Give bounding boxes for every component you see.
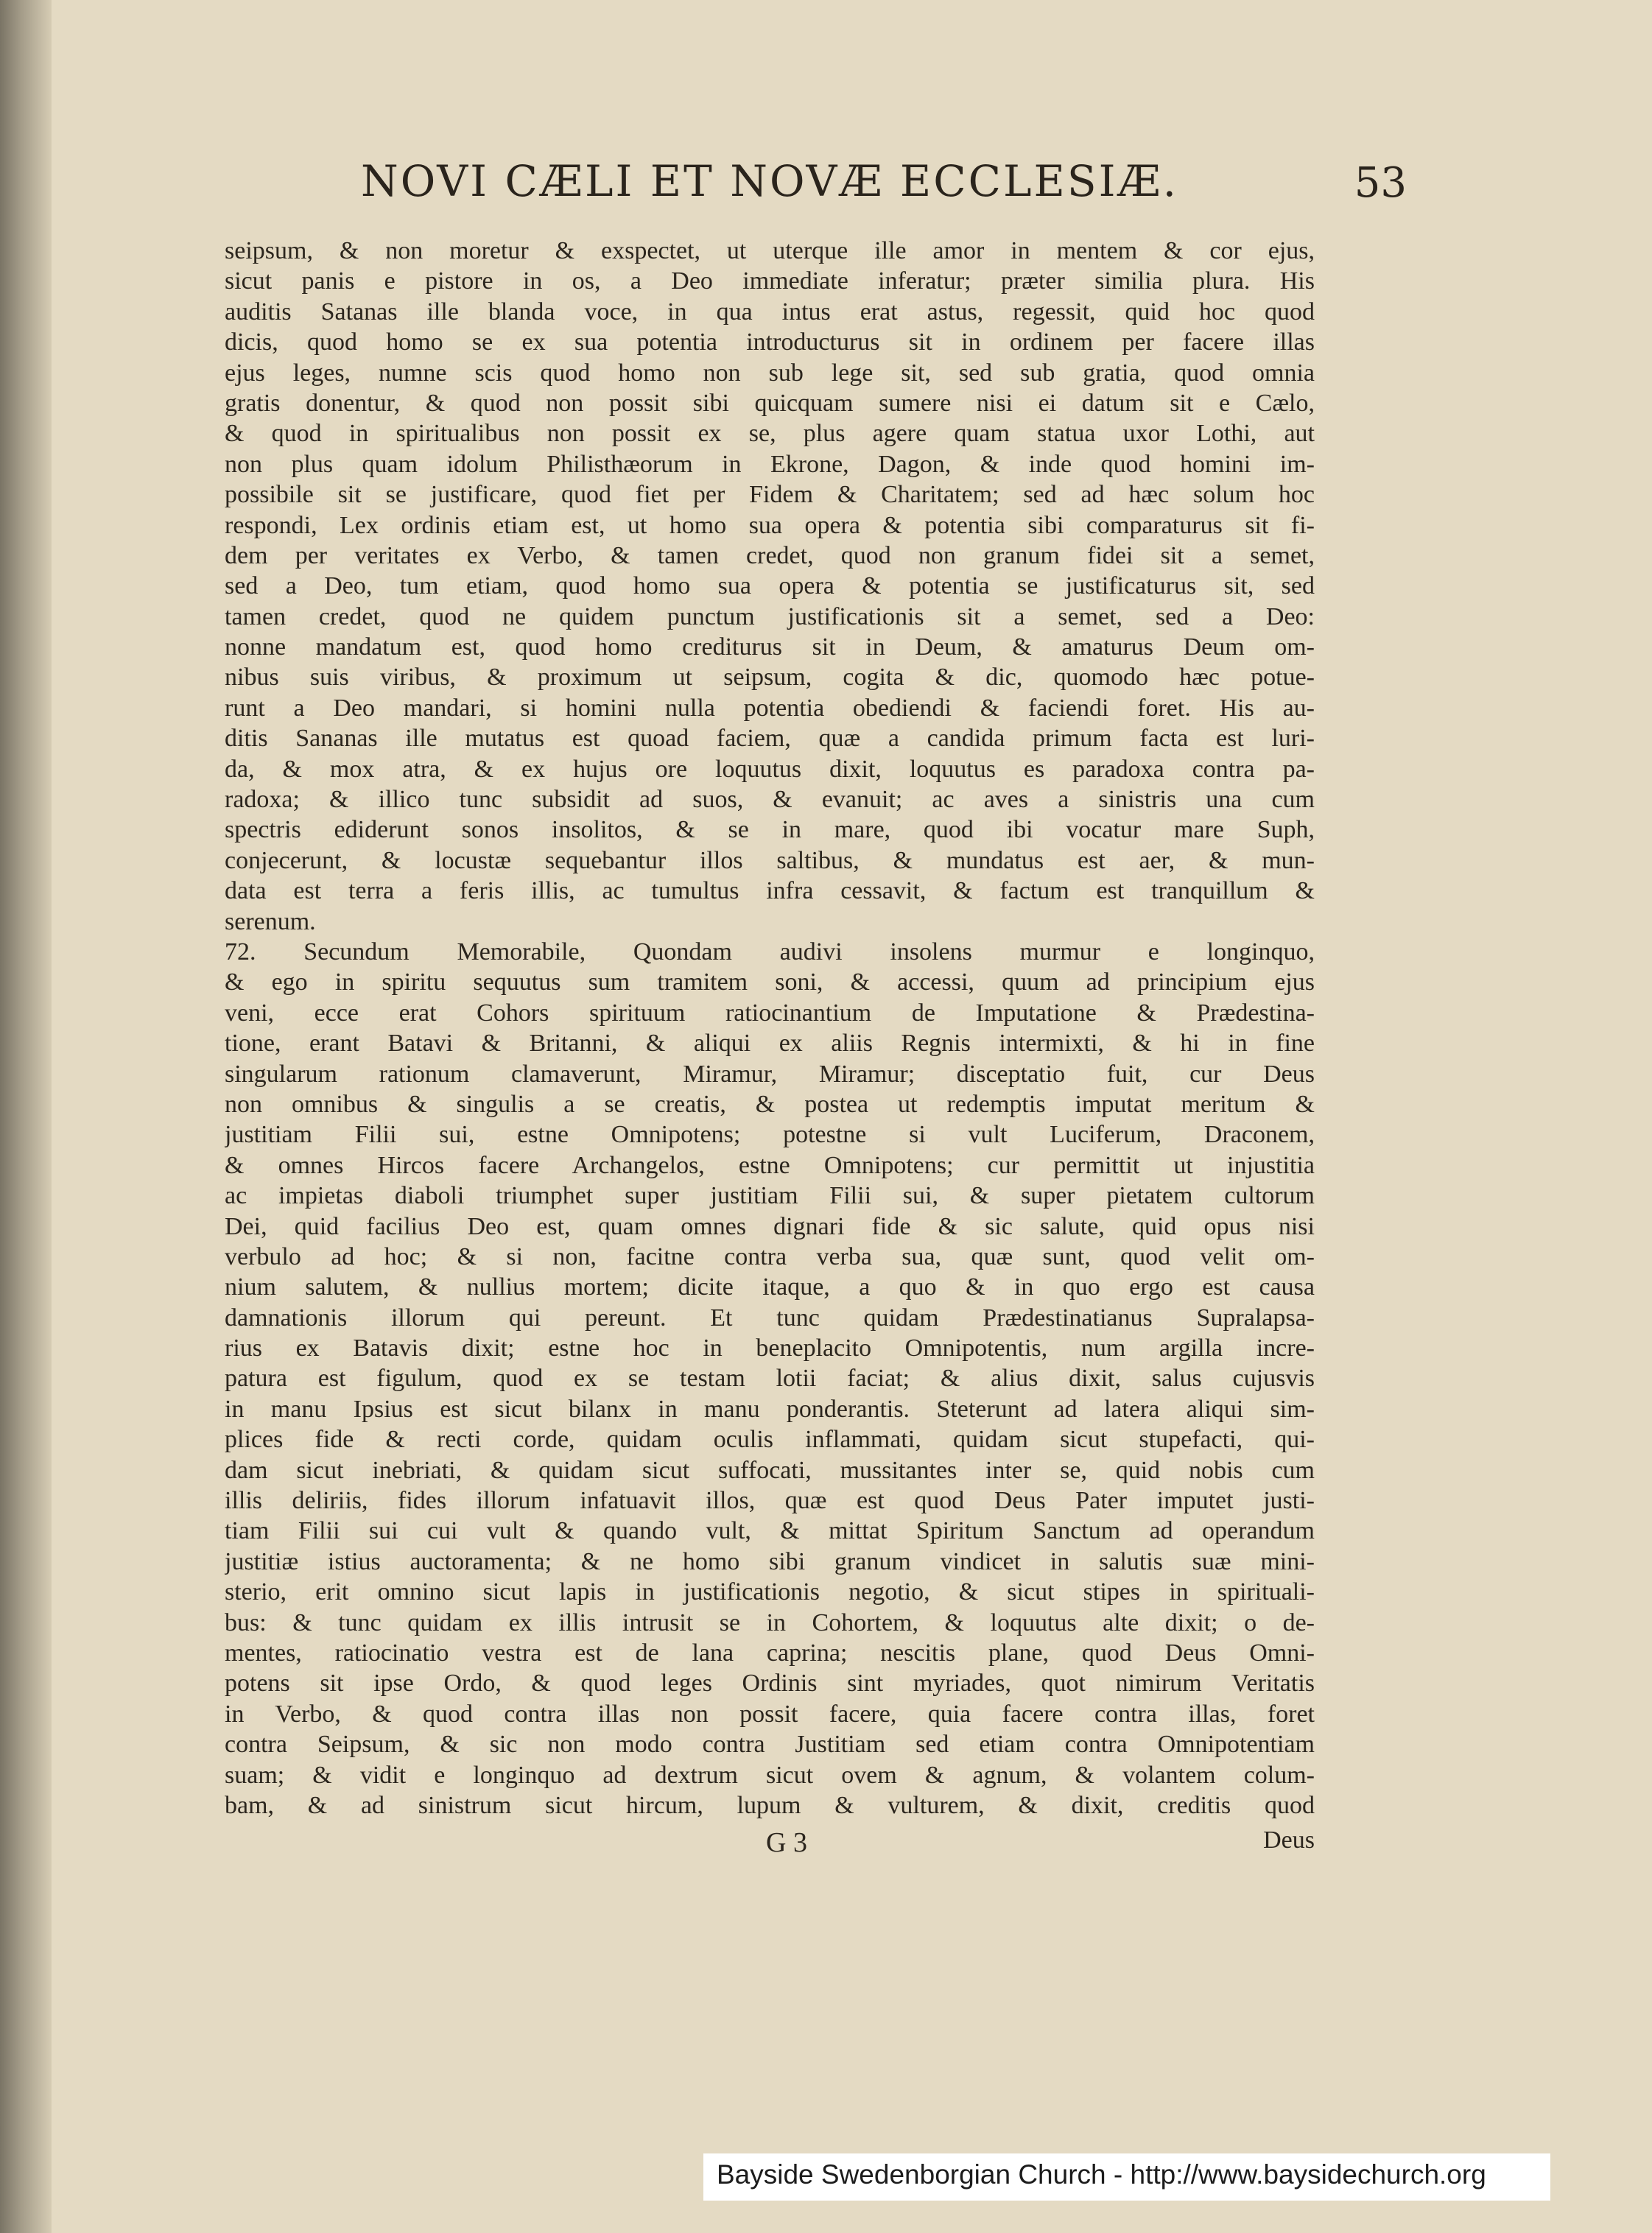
text-line: bam, & ad sinistrum sicut hircum, lupum & vulturem, & dixit, creditis quod [225, 1791, 1315, 1819]
text-line: sterio, erit omnino sicut lapis in justificationis negotio, & sicut stipes in spirituali- [225, 1578, 1315, 1606]
text-line: dem per veritates ex Verbo, & tamen credet, quod non granum fidei sit a semet, [225, 541, 1315, 569]
body-text [225, 236, 1315, 1826]
text-line: gratis donentur, & quod non possit sibi quicquam sumere nisi ei datum sit e Cælo, [225, 389, 1315, 417]
watermark-text: Bayside Swedenborgian Church - http://www.baysidechurch.org [717, 2159, 1486, 2190]
text-line: radoxa; & illico tunc subsidit ad suos, & evanuit; ac aves a sinistris una cum [225, 786, 1315, 814]
text-line: in Verbo, & quod contra illas non possit facere, quia facere contra illas, foret [225, 1700, 1315, 1728]
text-line: justitiæ istius auctoramenta; & ne homo sibi granum vindicet in salutis suæ mini- [225, 1547, 1315, 1575]
text-line: illis deliriis, fides illorum infatuavit illos, quæ est quod Deus Pater imputet justi- [225, 1487, 1315, 1515]
text-line: verbulo ad hoc; & si non, facitne contra verba sua, quæ sunt, quod velit om- [225, 1242, 1315, 1270]
text-line: mentes, ratiocinatio vestra est de lana caprina; nescitis plane, quod Deus Omni- [225, 1639, 1315, 1667]
text-line: tiam Filii sui cui vult & quando vult, & mittat Spiritum Sanctum ad operandum [225, 1517, 1315, 1545]
text-line: dam sicut inebriati, & quidam sicut suffocati, mussitantes inter se, quid nobis cum [225, 1456, 1315, 1484]
running-head: NOVI CÆLI ET NOVÆ ECCLESIÆ. [361, 156, 1179, 206]
text-line: Dei, quid facilius Deo est, quam omnes dignari fide & sic salute, quid opus nisi [225, 1212, 1315, 1240]
text-line: dicis, quod homo se ex sua potentia introducturus sit in ordinem per facere illas [225, 328, 1315, 356]
text-line: nibus suis viribus, & proximum ut seipsum, cogita & dic, quomodo hæc potue- [225, 664, 1315, 692]
text-line: seipsum, & non moretur & exspectet, ut uterque ille amor in mentem & cor ejus, [225, 237, 1315, 264]
text-line: patura est figulum, quod ex se testam lotii faciat; & alius dixit, salus cujusvis [225, 1365, 1315, 1393]
text-line: suam; & vidit e longinquo ad dextrum sicut ovem & agnum, & volantem colum- [225, 1761, 1315, 1789]
text-line: damnationis illorum qui pereunt. Et tunc quidam Prædestinatianus Supralapsa- [225, 1304, 1315, 1332]
text-line: ditis Sananas ille mutatus est quoad faciem, quæ a candida primum facta est luri- [225, 725, 1315, 753]
catchword: Deus [1263, 1826, 1315, 1854]
text-line: tione, erant Batavi & Britanni, & aliqui ex aliis Regnis intermixti, & hi in fine [225, 1030, 1315, 1058]
text-line: potens sit ipse Ordo, & quod leges Ordinis sint myriades, quot nimirum Veritatis [225, 1670, 1315, 1698]
signature-mark: G 3 [766, 1827, 807, 1858]
text-line: spectris ediderunt sonos insolitos, & se in mare, quod ibi vocatur mare Suph, [225, 816, 1315, 844]
text-line: plices fide & recti corde, quidam oculis inflammati, quidam sicut stupefacti, qui- [225, 1426, 1315, 1454]
text-line: sed a Deo, tum etiam, quod homo sua opera & potentia se justificaturus sit, sed [225, 572, 1315, 600]
page-header [346, 156, 1407, 215]
text-line: in manu Ipsius est sicut bilanx in manu ponderantis. Steterunt ad latera aliqui sim- [225, 1395, 1315, 1423]
page-number: 53 [1354, 159, 1407, 207]
text-line: non omnibus & singulis a se creatis, & postea ut redemptis imputat meritum & [225, 1090, 1315, 1118]
text-line: contra Seipsum, & sic non modo contra Justitiam sed etiam contra Omnipotentiam [225, 1731, 1315, 1759]
watermark-bar [703, 2153, 1550, 2201]
page-footer [225, 1826, 1315, 1871]
text-line: & omnes Hircos facere Archangelos, estne Omnipotens; cur permittit ut injustitia [225, 1151, 1315, 1179]
text-line: auditis Satanas ille blanda voce, in qua intus erat astus, regessit, quid hoc quod [225, 298, 1315, 326]
text-line: ejus leges, numne scis quod homo non sub lege sit, sed sub gratia, quod omnia [225, 359, 1315, 387]
text-line: non plus quam idolum Philisthæorum in Ekrone, Dagon, & inde quod homini im- [225, 450, 1315, 478]
page-gutter-shadow [0, 0, 52, 2233]
text-line: conjecerunt, & locustæ sequebantur illos saltibus, & mundatus est aer, & mun- [225, 846, 1315, 874]
text-line: justitiam Filii sui, estne Omnipotens; potestne si vult Luciferum, Draconem, [225, 1121, 1315, 1149]
text-line: & quod in spiritualibus non possit ex se, plus agere quam statua uxor Lothi, aut [225, 420, 1315, 448]
text-line: nium salutem, & nullius mortem; dicite itaque, a quo & in quo ergo est causa [225, 1273, 1315, 1301]
text-line: rius ex Batavis dixit; estne hoc in beneplacito Omnipotentis, num argilla incre- [225, 1334, 1315, 1362]
text-line: ac impietas diaboli triumphet super justitiam Filii sui, & super pietatem cultorum [225, 1182, 1315, 1210]
text-line: respondi, Lex ordinis etiam est, ut homo sua opera & potentia sibi comparaturus sit fi- [225, 511, 1315, 539]
text-line: veni, ecce erat Cohors spirituum ratiocinantium de Imputatione & Prædestina- [225, 999, 1315, 1027]
text-line: & ego in spiritu sequutus sum tramitem soni, & accessi, quum ad principium ejus [225, 968, 1315, 996]
text-line: possibile sit se justificare, quod fiet per Fidem & Charitatem; sed ad hæc solum hoc [225, 481, 1315, 509]
text-line: data est terra a feris illis, ac tumultus infra cessavit, & factum est tranquillum & [225, 877, 1315, 905]
text-line: sicut panis e pistore in os, a Deo immediate inferatur; præter similia plura. His [225, 267, 1315, 295]
text-line: singularum rationum clamaverunt, Miramur, Miramur; disceptatio fuit, cur Deus [225, 1060, 1315, 1088]
text-line: tamen credet, quod ne quidem punctum justificationis sit a semet, sed a Deo: [225, 602, 1315, 630]
text-line: nonne mandatum est, quod homo crediturus sit in Deum, & amaturus Deum om- [225, 633, 1315, 661]
text-line: runt a Deo mandari, si homini nulla potentia obediendi & faciendi foret. His au- [225, 694, 1315, 722]
text-line: serenum. [225, 907, 316, 935]
text-line: 72. Secundum Memorabile, Quondam audivi insolens murmur e longinquo, [225, 938, 1315, 966]
text-line: bus: & tunc quidam ex illis intrusit se in Cohortem, & loquutus alte dixit; o de- [225, 1608, 1315, 1636]
text-line: da, & mox atra, & ex hujus ore loquutus dixit, loquutus es paradoxa contra pa- [225, 755, 1315, 783]
